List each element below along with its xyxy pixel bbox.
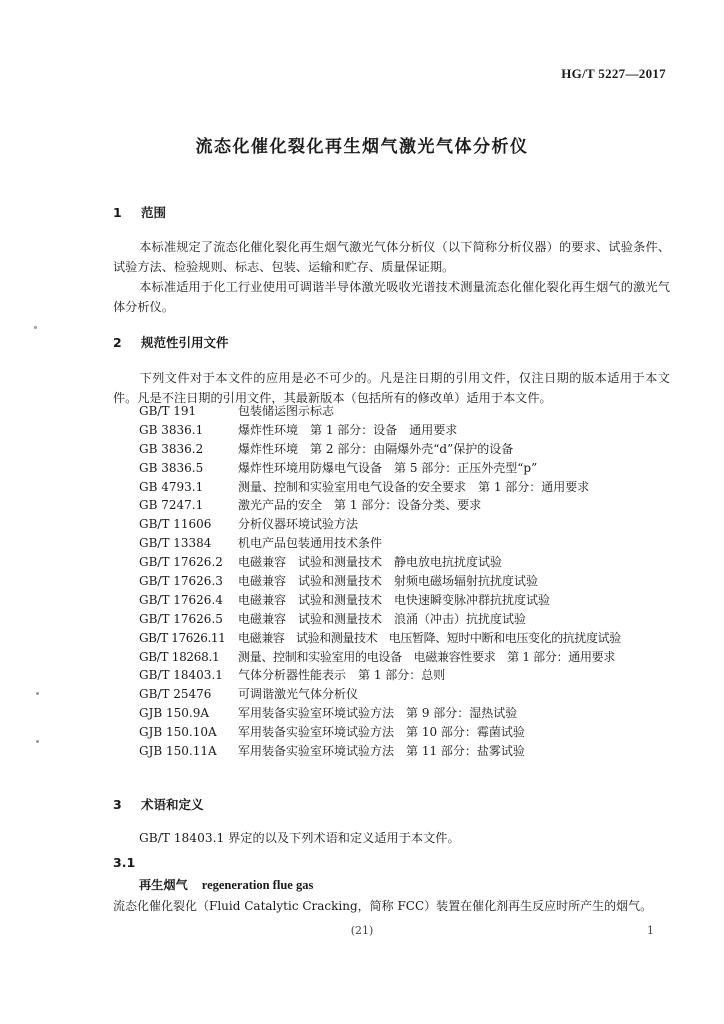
reference-code: GB 3836.5 [139, 460, 204, 475]
reference-list [139, 402, 621, 761]
document-title: 流态化催化裂化再生烟气激光气体分析仪 [195, 137, 529, 157]
reference-code: GB/T 11606 [139, 517, 212, 532]
reference-item [139, 402, 621, 421]
reference-title: 军用装备实验室环境试验方法 第 10 部分：霉菌试验 [238, 725, 525, 740]
reference-item [139, 572, 621, 591]
section-title: 范围 [141, 205, 167, 220]
reference-code: GB/T 25476 [139, 687, 212, 702]
term-heading [139, 876, 313, 893]
reference-code: GB 4793.1 [139, 479, 204, 494]
reference-item [139, 704, 621, 723]
section-title: 规范性引用文件 [141, 335, 229, 350]
reference-code: GB/T 17626.5 [139, 611, 223, 626]
reference-code: GB 3836.1 [139, 422, 204, 437]
reference-item [139, 629, 621, 648]
reference-title: 电磁兼容 试验和测量技术 浪涌（冲击）抗扰度试验 [238, 611, 527, 626]
paragraph-text: 下列文件对于本文件的应用是必不可少的。凡是注日期的引用文件，仅注日期的版本适用于本文件。凡是不注日期的引用文件，其最新版本（包括所有的修改单）适用于本文件。 [113, 371, 670, 405]
reference-title: 爆炸性环境用防爆电气设备 第 5 部分：正压外壳型“p” [238, 460, 538, 475]
reference-item [139, 515, 621, 534]
reference-item [139, 534, 621, 553]
reference-item [139, 421, 621, 440]
reference-code: GJB 150.9A [139, 706, 210, 721]
term-chinese: 再生烟气 [139, 878, 188, 892]
reference-title: 包装储运图示标志 [238, 404, 335, 418]
reference-item [139, 478, 621, 497]
paragraph-text: 本标准规定了流态化催化裂化再生烟气激光气体分析仪（以下简称分析仪器）的要求、试验条件、试验方法、检验规则、标志、包装、运输和贮存、质量保证期。 [113, 240, 670, 274]
reference-code: GB/T 17626.4 [139, 592, 223, 607]
reference-code: GB/T 191 [139, 404, 197, 418]
reference-title: 机电产品包装通用技术条件 [238, 536, 383, 551]
reference-code: GB 7247.1 [139, 498, 204, 513]
reference-title: 电磁兼容 试验和测量技术 电压暂降、短时中断和电压变化的抗扰度试验 [238, 630, 621, 645]
reference-title: 测量、控制和实验室用的电设备 电磁兼容性要求 第 1 部分：通用要求 [238, 649, 616, 664]
reference-code: GB/T 18268.1 [139, 649, 220, 664]
reference-title: 分析仪器环境试验方法 [238, 517, 359, 532]
section-number: 2 [113, 335, 122, 350]
page-number: 1 [647, 924, 654, 937]
paragraph-text: GB/T 18403.1 界定的以及下列术语和定义适用于本文件。 [139, 831, 460, 845]
scope-paragraph-2 [113, 277, 670, 317]
reference-title: 电磁兼容 试验和测量技术 电快速瞬变脉冲群抗扰度试验 [238, 592, 551, 607]
reference-title: 电磁兼容 试验和测量技术 射频电磁场辐射抗扰度试验 [238, 574, 539, 589]
reference-title: 军用装备实验室环境试验方法 第 9 部分：湿热试验 [238, 706, 518, 721]
standard-code: HG/T 5227—2017 [561, 66, 666, 81]
scope-paragraph-1 [113, 237, 670, 277]
footer-sequence-number: (21) [350, 924, 374, 937]
reference-item [139, 685, 621, 704]
reference-code: GJB 150.11A [139, 744, 217, 759]
reference-title: 爆炸性环境 第 1 部分：设备 通用要求 [238, 422, 458, 437]
section-3-heading [113, 795, 204, 813]
reference-title: 军用装备实验室环境试验方法 第 11 部分：盐雾试验 [238, 744, 525, 759]
scan-speck [36, 692, 39, 695]
scan-speck [34, 326, 37, 329]
reference-code: GB 3836.2 [139, 441, 204, 456]
section-number: 3 [113, 797, 122, 812]
subsection-3-1-number: 3.1 [113, 855, 136, 870]
section-2-heading [113, 333, 229, 351]
paragraph-text: 本标准适用于化工行业使用可调谐半导体激光吸收光谱技术测量流态化催化裂化再生烟气的激光气体分析仪。 [113, 280, 670, 314]
section-1-heading [113, 203, 166, 221]
reference-item [139, 723, 621, 742]
reference-title: 可调谐激光气体分析仪 [238, 687, 359, 702]
reference-item [139, 742, 621, 761]
reference-title: 测量、控制和实验室用电气设备的安全要求 第 1 部分：通用要求 [238, 479, 590, 494]
reference-item [139, 496, 621, 515]
reference-title: 电磁兼容 试验和测量技术 静电放电抗扰度试验 [238, 555, 503, 570]
reference-item [139, 666, 621, 685]
reference-title: 气体分析器性能表示 第 1 部分：总则 [238, 668, 446, 683]
reference-title: 激光产品的安全 第 1 部分：设备分类、要求 [238, 498, 482, 513]
reference-code: GB/T 17626.11 [139, 630, 226, 645]
reference-item [139, 591, 621, 610]
reference-item [139, 440, 621, 459]
reference-item [139, 459, 621, 478]
reference-item [139, 648, 621, 667]
reference-code: GJB 150.10A [139, 725, 217, 740]
reference-code: GB/T 17626.3 [139, 574, 223, 589]
reference-item [139, 610, 621, 629]
terms-intro [113, 828, 670, 848]
reference-item [139, 553, 621, 572]
section-number: 1 [113, 205, 122, 220]
term-english: regeneration flue gas [201, 878, 314, 892]
reference-code: GB/T 13384 [139, 536, 212, 551]
reference-code: GB/T 17626.2 [139, 555, 223, 570]
section-title: 术语和定义 [141, 797, 204, 812]
scan-speck [36, 740, 39, 743]
reference-code: GB/T 18403.1 [139, 668, 223, 683]
term-definition: 流态化催化裂化（Fluid Catalytic Cracking，简称 FCC）装置在催化剂再生反应时所产生的烟气。 [113, 899, 653, 913]
reference-title: 爆炸性环境 第 2 部分：由隔爆外壳“d”保护的设备 [238, 441, 514, 456]
